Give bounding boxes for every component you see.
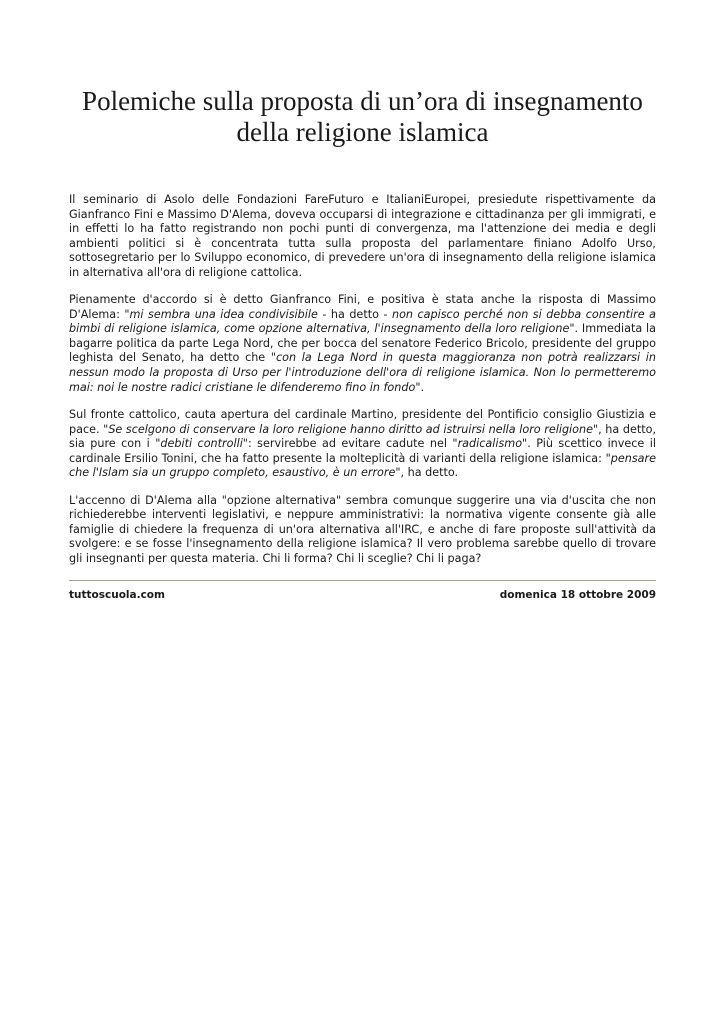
paragraph-text: ", ha detto, sia pure con i " [69, 422, 657, 451]
paragraph [69, 494, 656, 567]
paragraph-text: ": servirebbe ad evitare cadute nel " [242, 437, 458, 451]
quote-text: radicalismo [457, 437, 523, 451]
article-title: Polemiche sulla proposta di un’ora di insegnamento della religione islamica [82, 86, 643, 147]
quote-text: debiti controlli [160, 437, 243, 451]
paragraph-text: - ha detto - [317, 307, 392, 321]
paragraph-text: Sul fronte cattolico, cauta apertura del cardinale Martino, presidente del Pontificio consiglio Giustizia e pace. " [69, 408, 656, 436]
paragraph [69, 408, 656, 481]
paragraph-text: L'accenno di D'Alema alla "opzione alternativa" sembra comunque suggerire una via d'uscita che non richiederebbe interventi legislativi, e neppure amministrativi: la normativa vigente consente già alle famiglie di chiedere la frequenza di un'ora alternativa all'IRC, e anche di fare proposte sull'attività da svolgere: e se fosse l'insegnamento della religione islamica? Il vero problema sarebbe quello di trovare gli insegnanti per questa materia. Chi li forma? Chi li sceglie? Chi li paga? [69, 493, 656, 566]
footer-divider [69, 580, 656, 581]
paragraph [69, 193, 656, 280]
footer-source: tuttoscuola.com [69, 589, 165, 601]
paragraph-text: ". [415, 380, 425, 394]
quote-text: mi sembra una idea condivisibile [129, 307, 318, 321]
quote-text: con la Lega Nord in questa maggioranza non potrà realizzarsi in nessun modo la proposta di Urso per l'introduzione dell'ora di religione islamica. Non lo permetteremo mai: noi le nostre radici cristiane le difenderemo fino in fondo [69, 351, 656, 394]
quote-text: non capisco perché non si debba consentire a bimbi di religione islamica, come opzione alternativa, l'insegnamento della loro religione [69, 307, 656, 336]
quote-text: pensare che l'Islam sia un gruppo completo, esaustivo, è un errore [69, 451, 656, 480]
paragraph-text: ". Più scettico invece il cardinale Ersilio Tonini, che ha fatto presente la molteplicità di varianti della religione islamica: " [69, 437, 656, 465]
paragraph-text: ". Immediata la bagarre politica da parte Lega Nord, che per bocca del senatore Federico Bricolo, presidente del gruppo leghista del Senato, ha detto che " [69, 322, 656, 365]
footer-date: domenica 18 ottobre 2009 [499, 589, 656, 601]
paragraph-text: Pienamente d'accordo si è detto Gianfranco Fini, e positiva è stata anche la risposta di Massimo D'Alema: " [69, 293, 656, 321]
page-footer [69, 589, 656, 601]
paragraph-text: ", ha detto. [395, 466, 459, 480]
quote-text: Se scelgono di conservare la loro religione hanno diritto ad istruirsi nella loro religione [108, 422, 593, 436]
paragraph [69, 293, 656, 395]
paragraph-text: Il seminario di Asolo delle Fondazioni FareFuturo e ItalianiEuropei, presiedute rispettivamente da Gianfranco Fini e Massimo D'Alema, doveva occuparsi di integrazione e cittadinanza per gli immigrati, e in effetti lo ha fatto registrando non pochi punti di convergenza, ma l'attenzione dei media e degli ambienti politici si è concentrata tutta sulla proposta del parlamentare finiano Adolfo Urso, sottosegretario per lo Sviluppo economico, di prevedere un'ora di insegnamento della religione islamica in alternativa all'ora di religione cattolica. [69, 193, 656, 279]
article-body [69, 193, 656, 580]
